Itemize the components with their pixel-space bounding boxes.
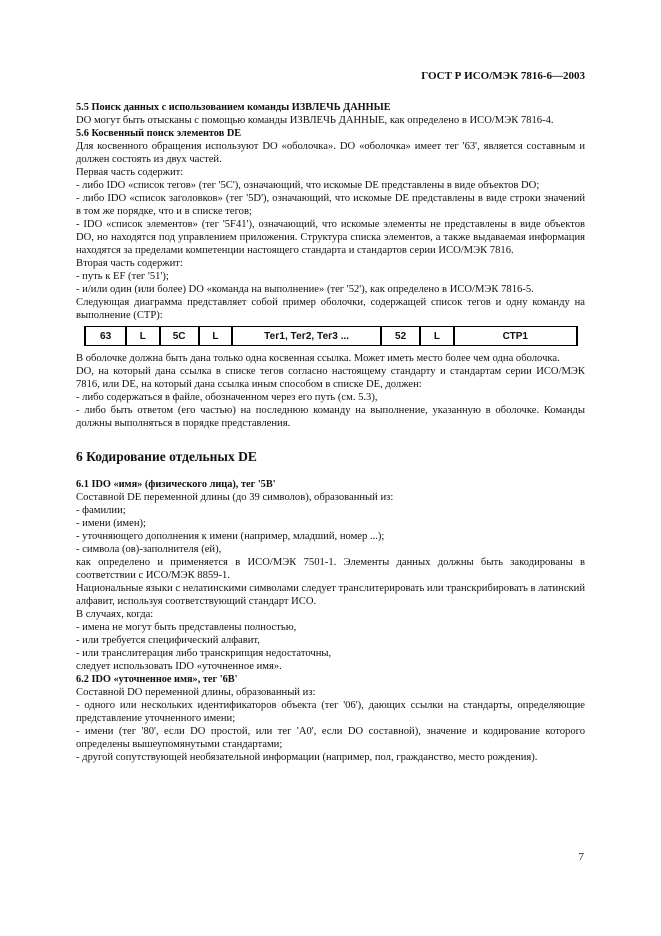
- paragraph: - символа (ов)-заполнителя (ей),: [76, 544, 222, 555]
- paragraph: DO, на который дана ссылка в списке тегов согласно настоящему стандарту и стандартам серии ИСО/МЭК 7816, или DE, на который дана ссылка иным способом в списке DE, должен:: [76, 366, 585, 390]
- paragraph: - и/или один (или более) DO «команда на выполнение» (тег '52'), как определено в ИСО/МЭК 7816-5.: [76, 284, 534, 295]
- diagram-cell: L: [419, 327, 452, 345]
- paragraph: как определено и применяется в ИСО/МЭК 7501-1. Элементы данных должны быть закодированы в соответствии с ИСО/МЭК 8859-1.: [76, 557, 585, 581]
- paragraph: DO могут быть отысканы с помощью команды ИЗВЛЕЧЬ ДАННЫЕ, как определено в ИСО/МЭК 7816-4.: [76, 115, 554, 126]
- section-6-2-heading: 6.2 IDO «уточненное имя», тег '6B': [76, 674, 238, 685]
- paragraph: - IDO «список элементов» (тег '5F41'), означающий, что искомые элементы не представлены в виде объектов DO, но находятся под управлением приложения. Структура списка элементов, а также выдаваемая информация находятся за пределами компетенции настоящего стандарта и стандартов серии ИСО/МЭК 7816.: [76, 219, 585, 256]
- page-number: 7: [578, 851, 584, 863]
- diagram-cell: Тег1, Тег2, Тег3 ...: [231, 327, 380, 345]
- paragraph: - имена не могут быть представлены полностью,: [76, 622, 297, 633]
- paragraph: - либо быть ответом (его частью) на последнюю команду на выполнение, указанную в оболочке. Команды должны выполняться в порядке представления.: [76, 405, 585, 429]
- paragraph: - другой сопутствующей необязательной информации (например, пол, гражданство, место рождения).: [76, 752, 538, 763]
- page-body: [76, 101, 585, 764]
- paragraph: Следующая диаграмма представляет собой пример оболочки, содержащей список тегов и одну команду на выполнение (СТР):: [76, 297, 585, 321]
- paragraph: Национальные языки с нелатинскими символами следует транслитерировать или транскрибировать в латинский алфавит, используя соответствующий стандарт ИСО.: [76, 583, 586, 607]
- paragraph: Первая часть содержит:: [76, 167, 184, 178]
- paragraph: - либо IDO «список тегов» (тег '5C'), означающий, что искомые DE представлены в виде объектов DO;: [76, 180, 540, 191]
- paragraph: - имени (имен);: [76, 518, 146, 529]
- section-6-heading: 6 Кодирование отдельных DE: [76, 449, 257, 464]
- paragraph: - уточняющего дополнения к имени (например, младший, номер ...);: [76, 531, 385, 542]
- paragraph: - либо IDO «список заголовков» (тег '5D'), означающий, что искомые DE представлены в виде строки значений в том же порядке, что и в списке тегов;: [76, 193, 585, 217]
- paragraph: - одного или нескольких идентификаторов объекта (тег '06'), дающих ссылки на стандарты, определяющие представление уточненного имени;: [76, 700, 585, 724]
- section-5-5-heading: 5.5 Поиск данных с использованием команды ИЗВЛЕЧЬ ДАННЫЕ: [76, 102, 391, 113]
- diagram-cell: L: [125, 327, 158, 345]
- paragraph: В оболочке должна быть дана только одна косвенная ссылка. Может иметь место более чем одна оболочка.: [76, 353, 560, 364]
- paragraph: Составной DO переменной длины, образованный из:: [76, 687, 316, 698]
- paragraph: - или транслитерация либо транскрипция недостаточны,: [76, 648, 332, 659]
- diagram-cell: L: [198, 327, 231, 345]
- diagram-cell: 5C: [159, 327, 198, 345]
- paragraph: - фамилии;: [76, 505, 126, 516]
- document-code: ГОСТ Р ИСО/МЭК 7816-6—2003: [421, 70, 585, 82]
- paragraph: Для косвенного обращения используют DO «оболочка». DO «оболочка» имеет тег '63', является составным и должен состоять из двух частей.: [76, 141, 585, 165]
- paragraph: - либо содержаться в файле, обозначенном через его путь (см. 5.3),: [76, 392, 378, 403]
- paragraph: Вторая часть содержит:: [76, 258, 183, 269]
- paragraph: - или требуется специфический алфавит,: [76, 635, 260, 646]
- paragraph: следует использовать IDO «уточненное имя».: [76, 661, 282, 672]
- diagram-cell: 52: [380, 327, 419, 345]
- paragraph: - имени (тег '80', если DO простой, или тег 'A0', если DO составной), значение и кодирование которого определены вышеупомянутыми стандартами;: [76, 726, 585, 750]
- envelope-diagram: [84, 326, 578, 346]
- paragraph: В случаях, когда:: [76, 609, 154, 620]
- section-5-6-heading: 5.6 Косвенный поиск элементов DE: [76, 128, 242, 139]
- diagram-cell: 63: [84, 327, 125, 345]
- paragraph: - путь к EF (тег '51');: [76, 271, 169, 282]
- diagram-cell: СТР1: [453, 327, 578, 345]
- section-6-1-heading: 6.1 IDO «имя» (физического лица), тег '5B': [76, 479, 276, 490]
- paragraph: Составной DE переменной длины (до 39 символов), образованный из:: [76, 492, 394, 503]
